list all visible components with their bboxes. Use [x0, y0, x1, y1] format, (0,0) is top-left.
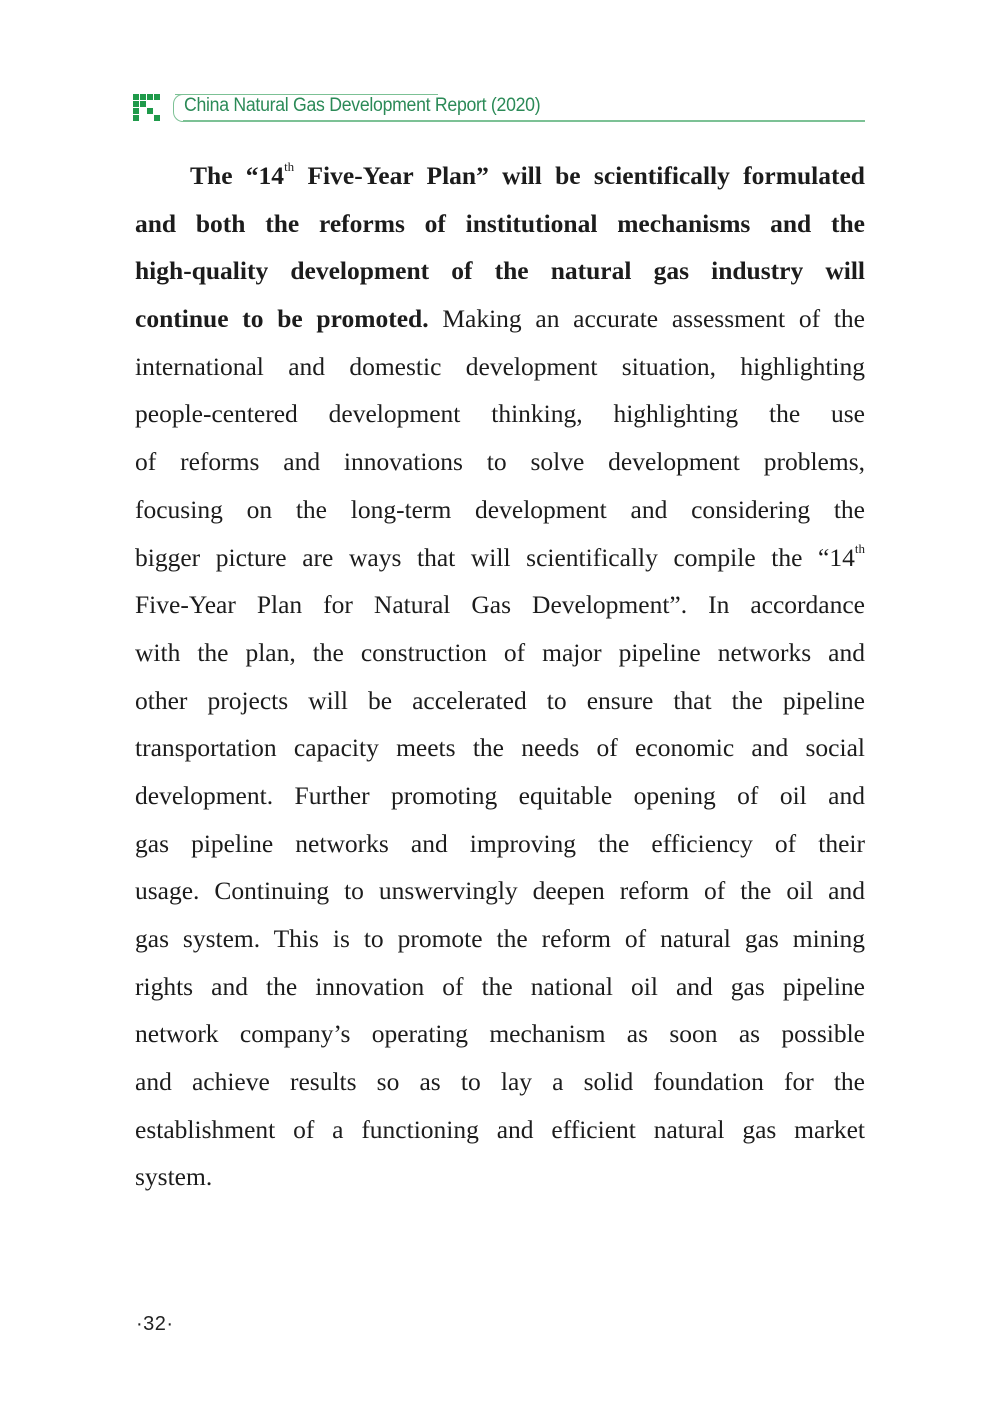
- body-text: Making an accurate assessment of the: [428, 304, 865, 334]
- running-header: [133, 92, 868, 126]
- text-line: [135, 444, 865, 492]
- text-line: [135, 826, 865, 874]
- header-rule: [183, 120, 865, 122]
- text-line: [135, 349, 865, 397]
- text-line: [135, 540, 865, 588]
- green-square-grid-logo-icon: [133, 94, 163, 122]
- text-line: [135, 921, 865, 969]
- text-line: [135, 206, 865, 254]
- report-title: China Natural Gas Development Report (2020): [184, 95, 541, 116]
- bold-lead-text: and both the reforms of institutional mechanisms and the: [135, 208, 865, 238]
- text-line: [135, 635, 865, 683]
- body-text: and achieve results so as to lay a solid foundation for the: [135, 1067, 865, 1097]
- body-text: network company’s operating mechanism as soon as possible: [135, 1019, 865, 1049]
- body-text: rights and the innovation of the national oil and gas pipeline: [135, 971, 865, 1001]
- text-line: [135, 587, 865, 635]
- body-text: gas pipeline networks and improving the efficiency of their: [135, 828, 865, 858]
- body-text: establishment of a functioning and efficient natural gas market: [135, 1114, 865, 1144]
- body-text: other projects will be accelerated to ensure that the pipeline: [135, 685, 865, 715]
- bold-lead-text: Five-Year Plan” will be scientifically formulated: [294, 161, 865, 190]
- text-line: [135, 873, 865, 921]
- text-line: [135, 778, 865, 826]
- body-text: Five-Year Plan for Natural Gas Development”. In accordance: [135, 590, 865, 620]
- bold-lead-text: continue to be promoted.: [135, 304, 429, 334]
- text-line: [135, 253, 865, 301]
- body-text: usage. Continuing to unswervingly deepen reform of the oil and: [135, 876, 865, 906]
- text-line: [135, 1016, 865, 1064]
- text-line: [135, 683, 865, 731]
- body-text: international and domestic development situation, highlighting: [135, 351, 865, 381]
- body-text: focusing on the long-term development and considering the: [135, 494, 865, 524]
- body-text: people-centered development thinking, highlighting the use: [135, 399, 865, 429]
- superscript: th: [284, 159, 295, 174]
- page-number: ·32·: [136, 1313, 174, 1335]
- text-line: [135, 492, 865, 540]
- body-text: with the plan, the construction of major pipeline networks and: [135, 637, 865, 667]
- body-text: system.: [135, 1162, 213, 1192]
- text-line: [135, 1064, 865, 1112]
- body-text: development. Further promoting equitable opening of oil and: [135, 780, 865, 810]
- bold-lead-text: high-quality development of the natural gas industry will: [135, 256, 865, 286]
- body-paragraph: [135, 158, 865, 1207]
- text-line: [135, 1159, 865, 1207]
- body-text: of reforms and innovations to solve development problems,: [135, 447, 865, 477]
- body-text: gas system. This is to promote the reform of natural gas mining: [135, 924, 865, 953]
- text-line: [135, 1112, 865, 1160]
- text-line: [135, 969, 865, 1017]
- bold-lead-text: The “14: [190, 161, 285, 190]
- body-text: transportation capacity meets the needs of economic and social: [135, 733, 865, 763]
- body-text: bigger picture are ways that will scientifically compile the “14: [135, 542, 855, 572]
- text-line: [135, 396, 865, 444]
- text-line: [135, 730, 865, 778]
- superscript: th: [854, 540, 865, 556]
- text-line: [135, 301, 865, 349]
- text-line: [135, 158, 865, 206]
